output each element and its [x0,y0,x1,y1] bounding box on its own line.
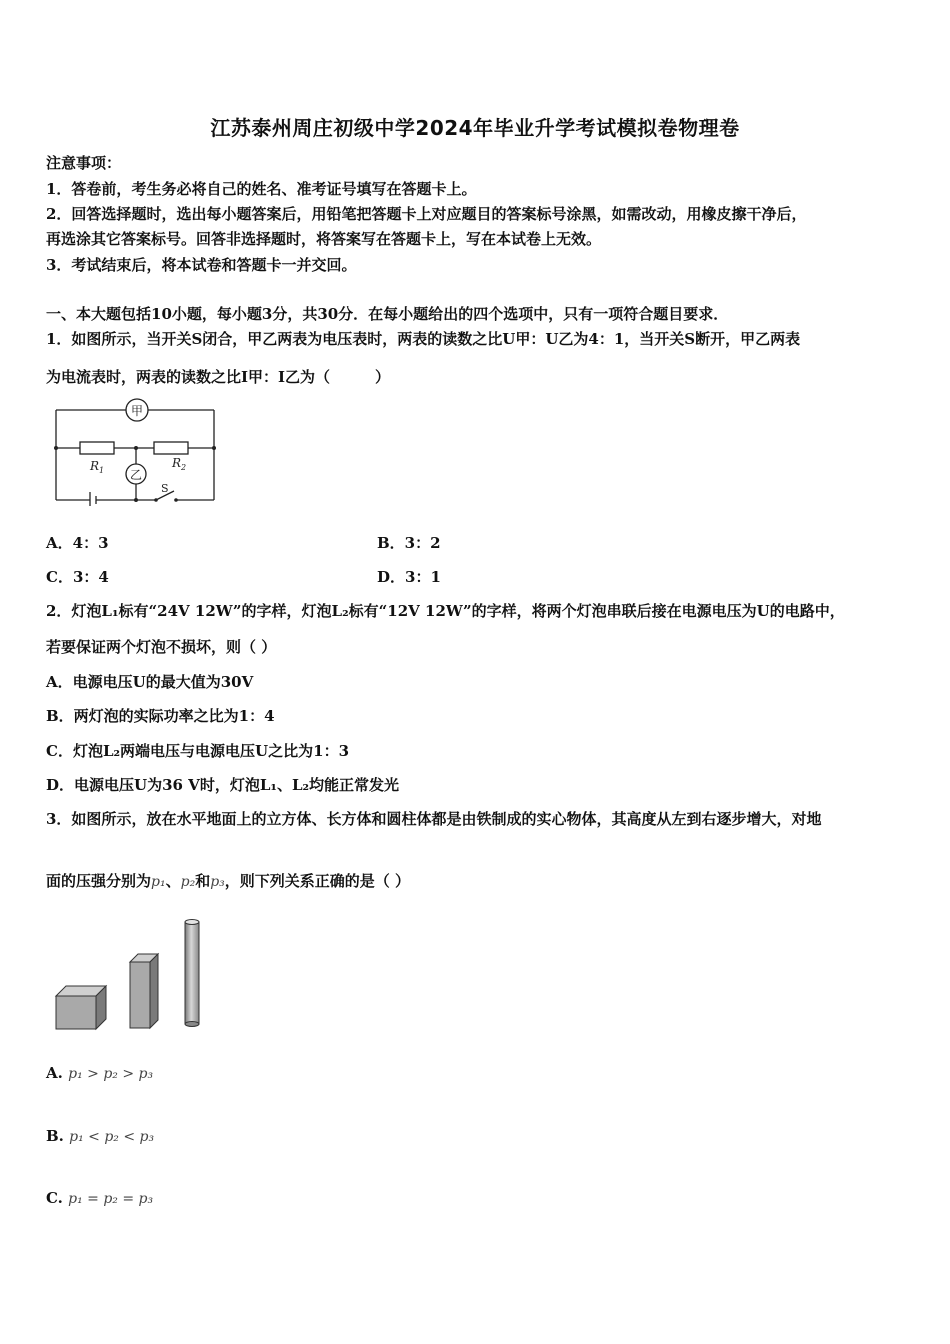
q2-option-b: B．两灯泡的实际功率之比为1：4 [46,707,275,725]
notice-item: 3．考试结束后，将本试卷和答题卡一并交回。 [46,256,357,274]
question-1-text: 为电流表时，两表的读数之比I甲：I乙为（ ） [46,368,391,386]
notice-heading: 注意事项： [46,154,122,172]
section-heading: 一、本大题包括10小题，每小题3分，共30分．在每小题给出的四个选项中，只有一项符合题目要求． [46,305,729,323]
question-3-text: 面的压强分别为p₁、p₂和p₃，则下列关系正确的是（ ） [46,872,411,890]
notice-item: 2．回答选择题时，选出每小题答案后，用铅笔把答题卡上对应题目的答案标号涂黑，如需改动，用橡皮擦干净后， [46,205,807,223]
resistor-r1-label: $R_1$ [90,459,105,475]
q3-option-c: C. p₁ = p₂ = p₃ [46,1189,154,1207]
q1-option-d: D．3：1 [377,568,441,586]
resistor-r2-label: $R_2$ [172,456,187,472]
question-2-text: 2．灯泡L₁标有“24V 12W”的字样，灯泡L₂标有“12V 12W”的字样，将两个灯泡串联后接在电源电压为U的电路中， [46,602,845,620]
q3-option-a: A. p₁ > p₂ > p₃ [46,1064,154,1082]
notice-item: 1．答卷前，考生务必将自己的姓名、准考证号填写在答题卡上。 [46,180,477,198]
q1-option-b: B．3：2 [377,534,441,552]
q2-option-d: D．电源电压U为36 V时，灯泡L₁、L₂均能正常发光 [46,776,400,794]
page-title: 江苏泰州周庄初级中学2024年毕业升学考试模拟卷物理卷 [210,116,740,140]
switch-s-label: S [161,482,169,495]
question-3-text: 3．如图所示，放在水平地面上的立方体、长方体和圆柱体都是由铁制成的实心物体，其高度从左到右逐步增大，对地 [46,810,822,828]
cylinder-shape [185,920,199,1027]
question-1-text: 1．如图所示，当开关S闭合，甲乙两表为电压表时，两表的读数之比U甲：U乙为4：1，当开关S断开，甲乙两表 [46,330,801,348]
meter-yi-label: 乙 [129,468,143,482]
q2-option-a: A．电源电压U的最大值为30V [46,673,254,691]
meter-jia-label: 甲 [130,404,144,418]
notice-item: 再选涂其它答案标号。回答非选择题时，将答案写在答题卡上，写在本试卷上无效。 [46,230,602,248]
question-2-text: 若要保证两个灯泡不损坏，则（ ） [46,638,277,656]
q1-option-c: C．3：4 [46,568,109,586]
solids-figure [52,914,222,1034]
cube-shape [56,986,106,1029]
q1-option-a: A．4：3 [46,534,109,552]
q3-option-b: B. p₁ < p₂ < p₃ [46,1127,155,1145]
circuit-diagram [46,396,226,506]
cuboid-shape [130,954,158,1028]
q2-option-c: C．灯泡L₂两端电压与电源电压U之比为1：3 [46,742,350,760]
